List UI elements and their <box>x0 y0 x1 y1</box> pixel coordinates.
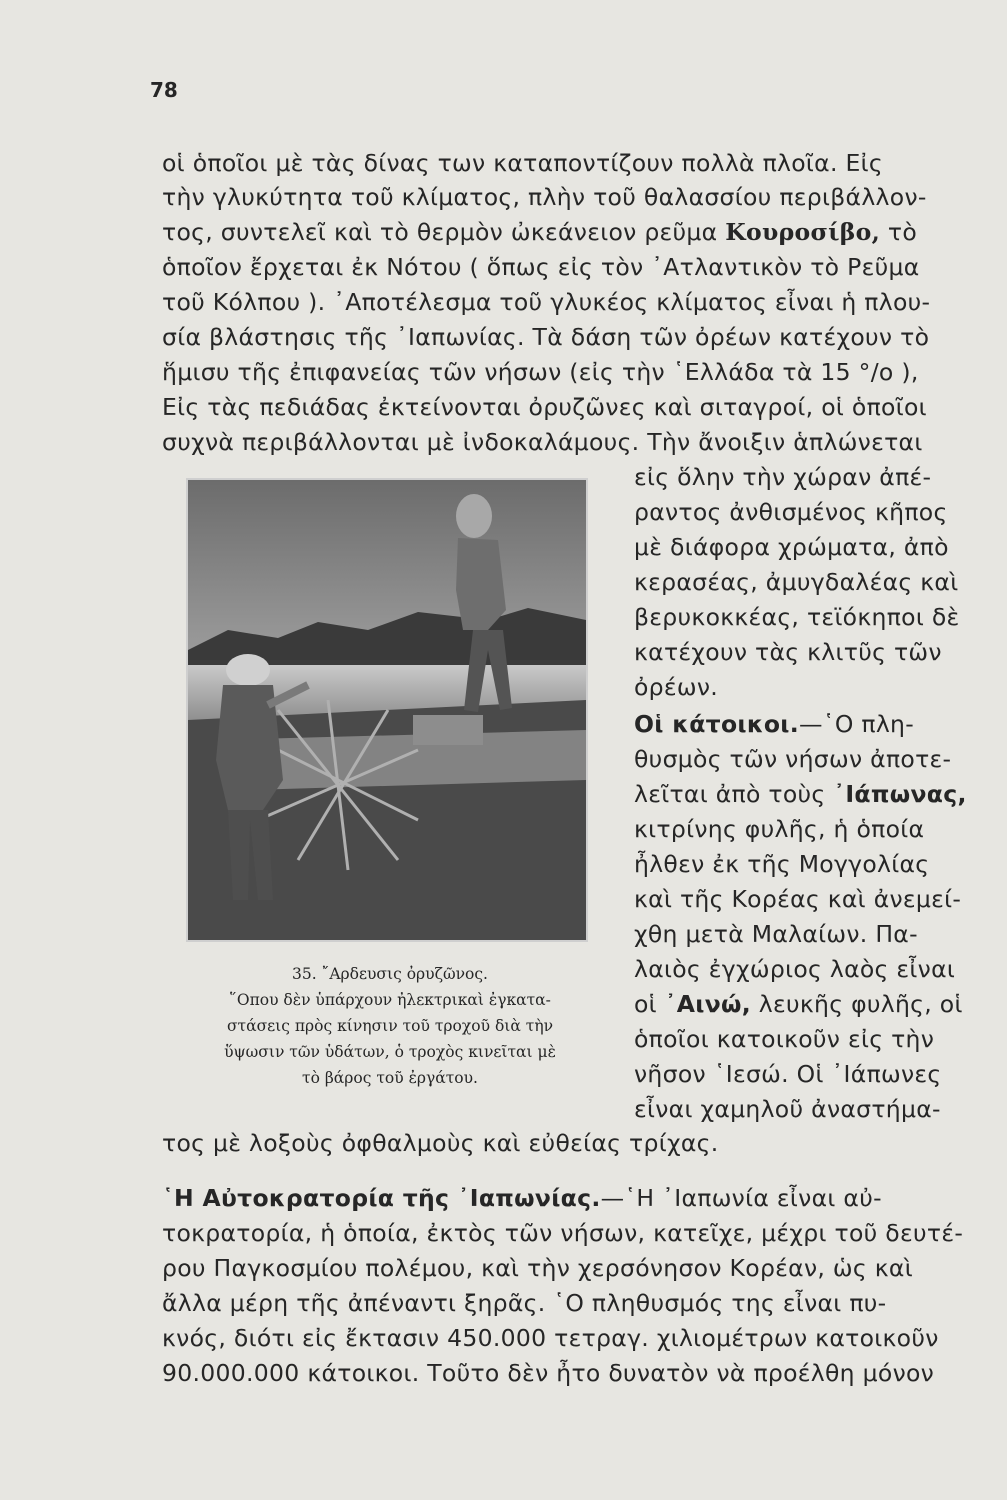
text-line: εἶναι χαμηλοῦ ἀναστήμα- <box>634 1095 941 1123</box>
photo-caption-line: στάσεις πρὸς κίνησιν τοῦ τροχοῦ διὰ τὴν <box>226 1017 554 1035</box>
text-line: συχνὰ περιβάλλονται μὲ ἰνδοκαλάμους. Τὴν ἄνοιξιν ἁπλώνεται <box>162 428 923 456</box>
ainu-term: ᾿Αινώ, <box>664 990 751 1018</box>
text-line: μὲ διάφορα χρώματα, ἀπὸ <box>634 533 949 561</box>
text-line: κερασέας, ἀμυγδαλέας καὶ <box>634 568 959 596</box>
section-heading-inhabitants: Οἱ κάτοικοι. <box>634 710 799 738</box>
text-line: κιτρίνης φυλῆς, ἡ ὁποία <box>634 815 925 843</box>
text-fragment: —῾Ο πλη- <box>798 710 915 738</box>
text-line: ὀρέων. <box>634 673 719 701</box>
text-line <box>634 778 976 810</box>
text-line: ὁποῖοι κατοικοῦν εἰς τὴν <box>634 1025 935 1053</box>
text-fragment: λευκῆς φυλῆς, οἱ <box>758 990 963 1018</box>
text-line: νῆσον ῾Ιεσώ. Οἱ ᾿Ιάπωνες <box>634 1060 942 1088</box>
text-line: τος μὲ λοξοὺς ὀφθαλμοὺς καὶ εὐθείας τρίχας. <box>162 1129 719 1157</box>
text-line: ἥμισυ τῆς ἐπιφανείας τῶν νήσων (εἰς τὴν ῾Ελλάδα τὰ 15 °/ο ), <box>162 358 919 386</box>
text-line: τὴν γλυκύτητα τοῦ κλίματος, πλὴν τοῦ θαλασσίου περιβάλλον- <box>162 183 927 211</box>
photo-caption-title: 35. ῎Αρδευσις ὀρυζῶνος. <box>292 965 488 983</box>
photo-illustration <box>188 480 586 940</box>
text-line: ραντος ἀνθισμένος κῆπος <box>634 498 948 526</box>
page-number: 78 <box>150 78 178 102</box>
photo-caption-line: ῞Οπου δὲν ὑπάρχουν ἠλεκτρικαὶ ἐγκατα- <box>229 991 551 1009</box>
text-line: ἦλθεν ἐκ τῆς Μογγολίας <box>634 850 930 878</box>
text-line: εἰς ὅλην τὴν χώραν ἀπέ- <box>634 463 932 491</box>
text-line: ἄλλα μέρη τῆς ἀπέναντι ξηρᾶς. ῾Ο πληθυσμός της εἶναι πυ- <box>162 1289 887 1317</box>
photo-caption-line: τὸ βάρος τοῦ ἐργάτου. <box>302 1069 478 1087</box>
kuroshio-term: Κουροσίβο, <box>725 218 881 246</box>
text-line: λαιὸς ἐγχώριος λαὸς εἶναι <box>634 955 956 983</box>
text-line: Εἰς τὰς πεδιάδας ἐκτείνονται ὀρυζῶνες καὶ σιταγροί, οἱ ὁποῖοι <box>162 393 927 421</box>
japanese-term: ᾿Ιάπωνας, <box>833 780 967 808</box>
rice-field-irrigation-photo <box>186 478 588 942</box>
section-heading-empire: ῾Η Αὐτοκρατορία τῆς ᾿Ιαπωνίας. <box>162 1184 601 1212</box>
text-line <box>162 1182 970 1214</box>
text-fragment: τὸ <box>887 218 918 246</box>
text-line: 90.000.000 κάτοικοι. Τοῦτο δὲν ἦτο δυνατὸν νὰ προέλθη μόνον <box>162 1359 935 1387</box>
text-line: τοκρατορία, ἡ ὁποία, ἐκτὸς τῶν νήσων, κατεῖχε, μέχρι τοῦ δευτέ- <box>162 1219 964 1247</box>
text-line: ὁποῖον ἔρχεται ἐκ Νότου ( ὅπως εἰς τὸν ᾿Ατλαντικὸν τὸ Ρεῦμα <box>162 253 920 281</box>
text-line <box>162 216 970 248</box>
text-line: τοῦ Κόλπου ). ᾿Αποτέλεσμα τοῦ γλυκέος κλίματος εἶναι ἡ πλου- <box>162 288 931 316</box>
text-line: κατέχουν τὰς κλιτῦς τῶν <box>634 638 942 666</box>
text-line: βερυκοκκέας, τεϊόκηποι δὲ <box>634 603 960 631</box>
photo-caption-line: ὕψωσιν τῶν ὑδάτων, ὁ τροχὸς κινεῖται μὲ <box>224 1043 556 1061</box>
text-line <box>634 708 976 740</box>
text-line: χθη μετὰ Μαλαίων. Πα- <box>634 920 918 948</box>
text-line: κνός, διότι εἰς ἔκτασιν 450.000 τετραγ. χιλιομέτρων κατοικοῦν <box>162 1324 939 1352</box>
text-line: θυσμὸς τῶν νήσων ἀποτε- <box>634 745 952 773</box>
text-line: οἱ ὁποῖοι μὲ τὰς δίνας των καταποντίζουν πολλὰ πλοῖα. Εἰς <box>162 149 884 177</box>
text-fragment: —῾Η ᾿Ιαπωνία εἶναι αὐ- <box>600 1184 882 1212</box>
text-fragment: οἱ <box>634 990 657 1018</box>
text-line: ρου Παγκοσμίου πολέμου, καὶ τὴν χερσόνησον Κορέαν, ὡς καὶ <box>162 1254 913 1282</box>
text-fragment: λεῖται ἀπὸ τοὺς <box>634 780 826 808</box>
text-fragment: τος, συντελεῖ καὶ τὸ θερμὸν ὠκεάνειον ρεῦμα <box>162 218 718 246</box>
text-line <box>634 988 976 1020</box>
text-line: καὶ τῆς Κορέας καὶ ἀνεμεί- <box>634 885 962 913</box>
text-line: σία βλάστησις τῆς ᾿Ιαπωνίας. Τὰ δάση τῶν ὀρέων κατέχουν τὸ <box>162 323 930 351</box>
